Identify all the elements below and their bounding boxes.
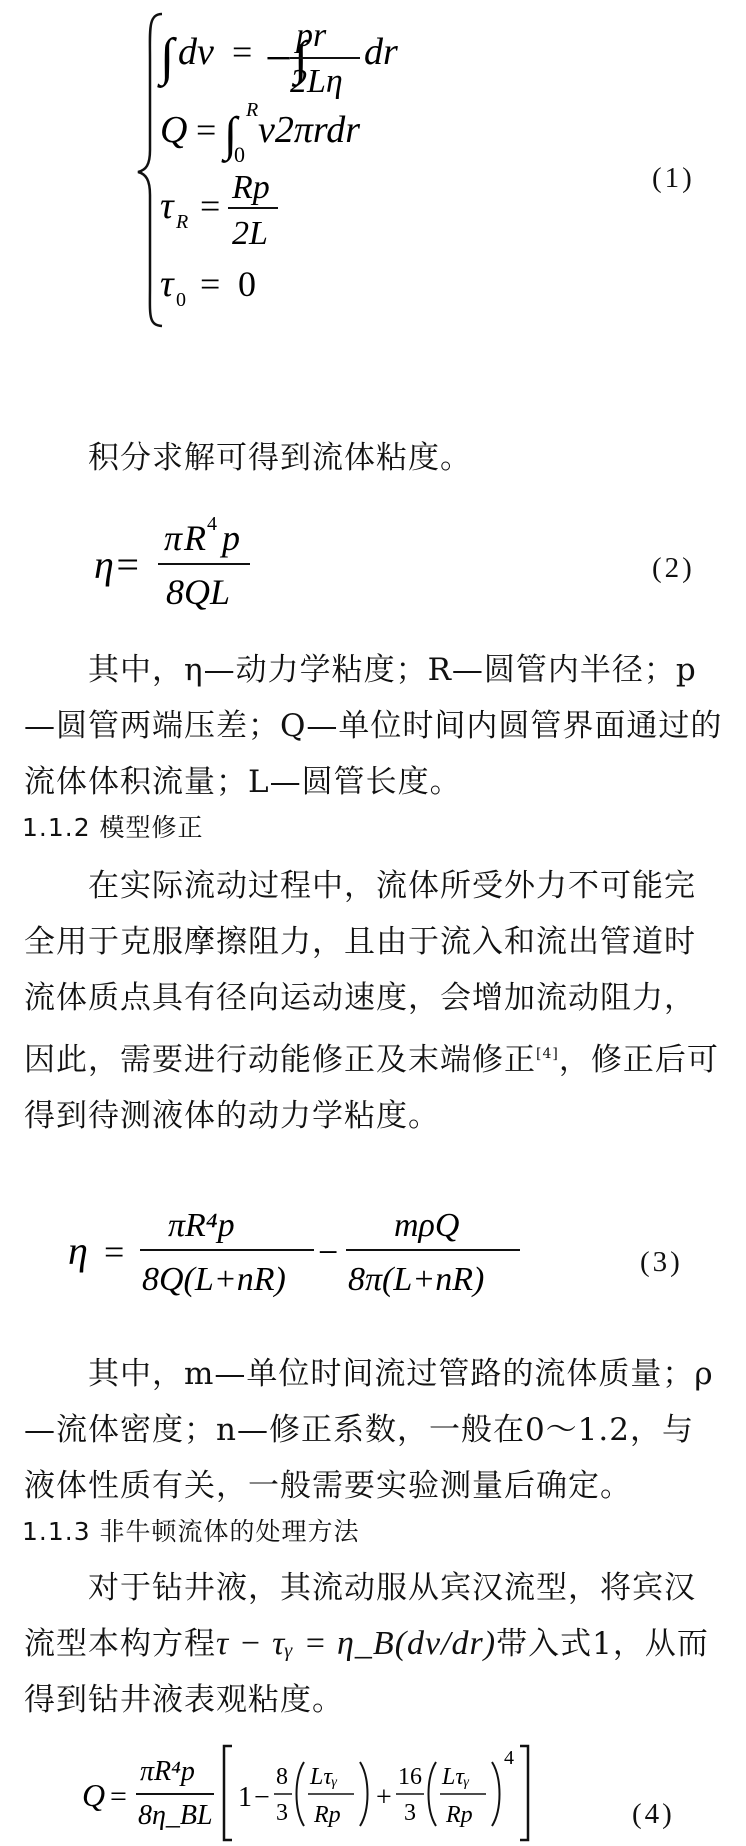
- eq1-line1-eq: =: [232, 32, 253, 72]
- eq4-eq: =: [110, 1780, 127, 1813]
- eq1-line4-lhs: τ: [160, 263, 174, 305]
- right-paren-2: [492, 1762, 500, 1826]
- eq1-line3-den: 2L: [232, 215, 268, 252]
- eq1-line2-body: v2πrdr: [258, 109, 361, 151]
- eq2-lhs: η=: [94, 542, 141, 587]
- left-paren-2: [429, 1762, 437, 1826]
- paragraph-3: [24, 858, 724, 1144]
- paragraph-5-after: 带入式1，从而得到钻井液表观粘度。: [24, 1626, 709, 1718]
- paragraph-5-before: 对于钻井液，其流动服从宾汉流型，将宾汉流型本构方程: [24, 1570, 696, 1662]
- equation-3-number: (3): [640, 1246, 683, 1278]
- paragraph-2: 其中，η—动力学粘度；R—圆管内半径；p—圆管两端压差；Q—单位时间内圆管界面通过的流体体积流量；L—圆管长度。: [24, 652, 723, 800]
- eq1-line2-upper: R: [246, 99, 259, 121]
- eq4-plus: +: [376, 1782, 392, 1813]
- equation-1-number: (1): [652, 162, 695, 194]
- eq4-inner-den-2: Rp: [446, 1802, 473, 1828]
- eq3-num2: mρQ: [394, 1207, 460, 1244]
- eq1-line3-num: Rp: [232, 169, 270, 206]
- eq1-line1-neg: −∫: [262, 32, 308, 85]
- eq3-eq: =: [104, 1232, 125, 1272]
- bingham-equation-inline: τ − τᵧ = η_B(dv/dr): [216, 1625, 497, 1662]
- eq2-num-exp: 4: [207, 513, 217, 535]
- eq4-den: 8η_BL: [138, 1800, 213, 1831]
- eq1-line3-sub: R: [176, 211, 189, 233]
- eq1-line3-lhs: τ: [160, 185, 174, 227]
- paragraph-1: 积分求解可得到流体粘度。: [88, 440, 472, 476]
- right-bracket: [520, 1746, 528, 1840]
- eq1-line4-sub: 0: [176, 289, 186, 311]
- eq3-minus: −: [318, 1232, 339, 1272]
- eq1-line2-lhs: Q: [160, 109, 188, 151]
- eq4-f1-den: 3: [276, 1800, 288, 1826]
- paragraph-3-text: 在实际流动过程中，流体所受外力不可能完全用于克服摩擦阻力，且由于流入和流出管道时流体质点具有径向运动速度，会增加流动阻力，因此，需要进行动能修正及末端修正: [24, 868, 696, 1078]
- paragraph-3-tail: ，修正后可得到待测液体的动力学粘度。: [24, 1042, 719, 1134]
- eq1-line4-eq: =: [200, 264, 221, 304]
- left-brace: [138, 14, 162, 326]
- eq2-num-R: R: [184, 518, 206, 558]
- equation-1: [0, 0, 746, 340]
- eq2-den: 8QL: [166, 572, 231, 612]
- eq4-one: 1: [238, 1782, 252, 1813]
- section-heading-1-1-2: 1.1.2 模型修正: [22, 813, 204, 842]
- paragraph-4: 其中，m—单位时间流过管路的流体质量；ρ—流体密度；n—修正系数，一般在0～1.2，与液体性质有关，一般需要实验测量后确定。: [24, 1356, 714, 1504]
- eq4-f2-den: 3: [404, 1800, 416, 1826]
- eq3-num1: πR⁴p: [168, 1207, 235, 1244]
- eq1-line1-tail: dr: [364, 31, 398, 73]
- eq1-line1-lhs: dv: [178, 31, 214, 73]
- eq4-inner-den-1: Rp: [314, 1802, 341, 1828]
- eq4-inner-num-2: Lτᵧ: [442, 1764, 470, 1790]
- left-bracket: [224, 1746, 232, 1840]
- eq4-minus: −: [254, 1782, 270, 1813]
- eq3-den1: 8Q(L+nR): [142, 1261, 286, 1298]
- equation-4-number: (4): [632, 1798, 675, 1830]
- eq1-line3-eq: =: [200, 186, 221, 226]
- eq1-line2-eq: =: [196, 110, 217, 150]
- eq4-f1-num: 8: [276, 1764, 288, 1790]
- right-paren-1: [360, 1762, 368, 1826]
- eq1-line4-rhs: 0: [238, 264, 256, 304]
- eq4-exp: 4: [504, 1747, 514, 1769]
- eq2-num-pi: π: [164, 518, 183, 558]
- eq4-inner-num-1: Lτᵧ: [310, 1764, 338, 1790]
- eq1-line1-integral: ∫: [160, 29, 175, 86]
- eq4-lhs: Q: [82, 1777, 106, 1813]
- eq3-den2: 8π(L+nR): [348, 1261, 485, 1298]
- eq1-line2-integral: ∫: [224, 108, 238, 161]
- eq4-num: πR⁴p: [140, 1756, 195, 1787]
- left-paren-1: [297, 1762, 305, 1826]
- eq1-line2-lower: 0: [234, 142, 245, 167]
- paragraph-5: [24, 1560, 724, 1728]
- eq3-lhs: η: [68, 1228, 88, 1273]
- equation-2: [0, 500, 746, 630]
- eq1-line1-den: 2Lη: [290, 63, 343, 100]
- equation-3: [0, 1194, 746, 1314]
- eq4-f2-num: 16: [398, 1764, 422, 1790]
- eq1-line1-num: pr: [296, 17, 327, 54]
- section-heading-1-1-3: 1.1.3 非牛顿流体的处理方法: [22, 1517, 360, 1546]
- eq2-num-p: p: [222, 518, 240, 558]
- citation-ref[interactable]: [4]: [536, 1046, 559, 1062]
- equation-2-number: (2): [652, 552, 695, 584]
